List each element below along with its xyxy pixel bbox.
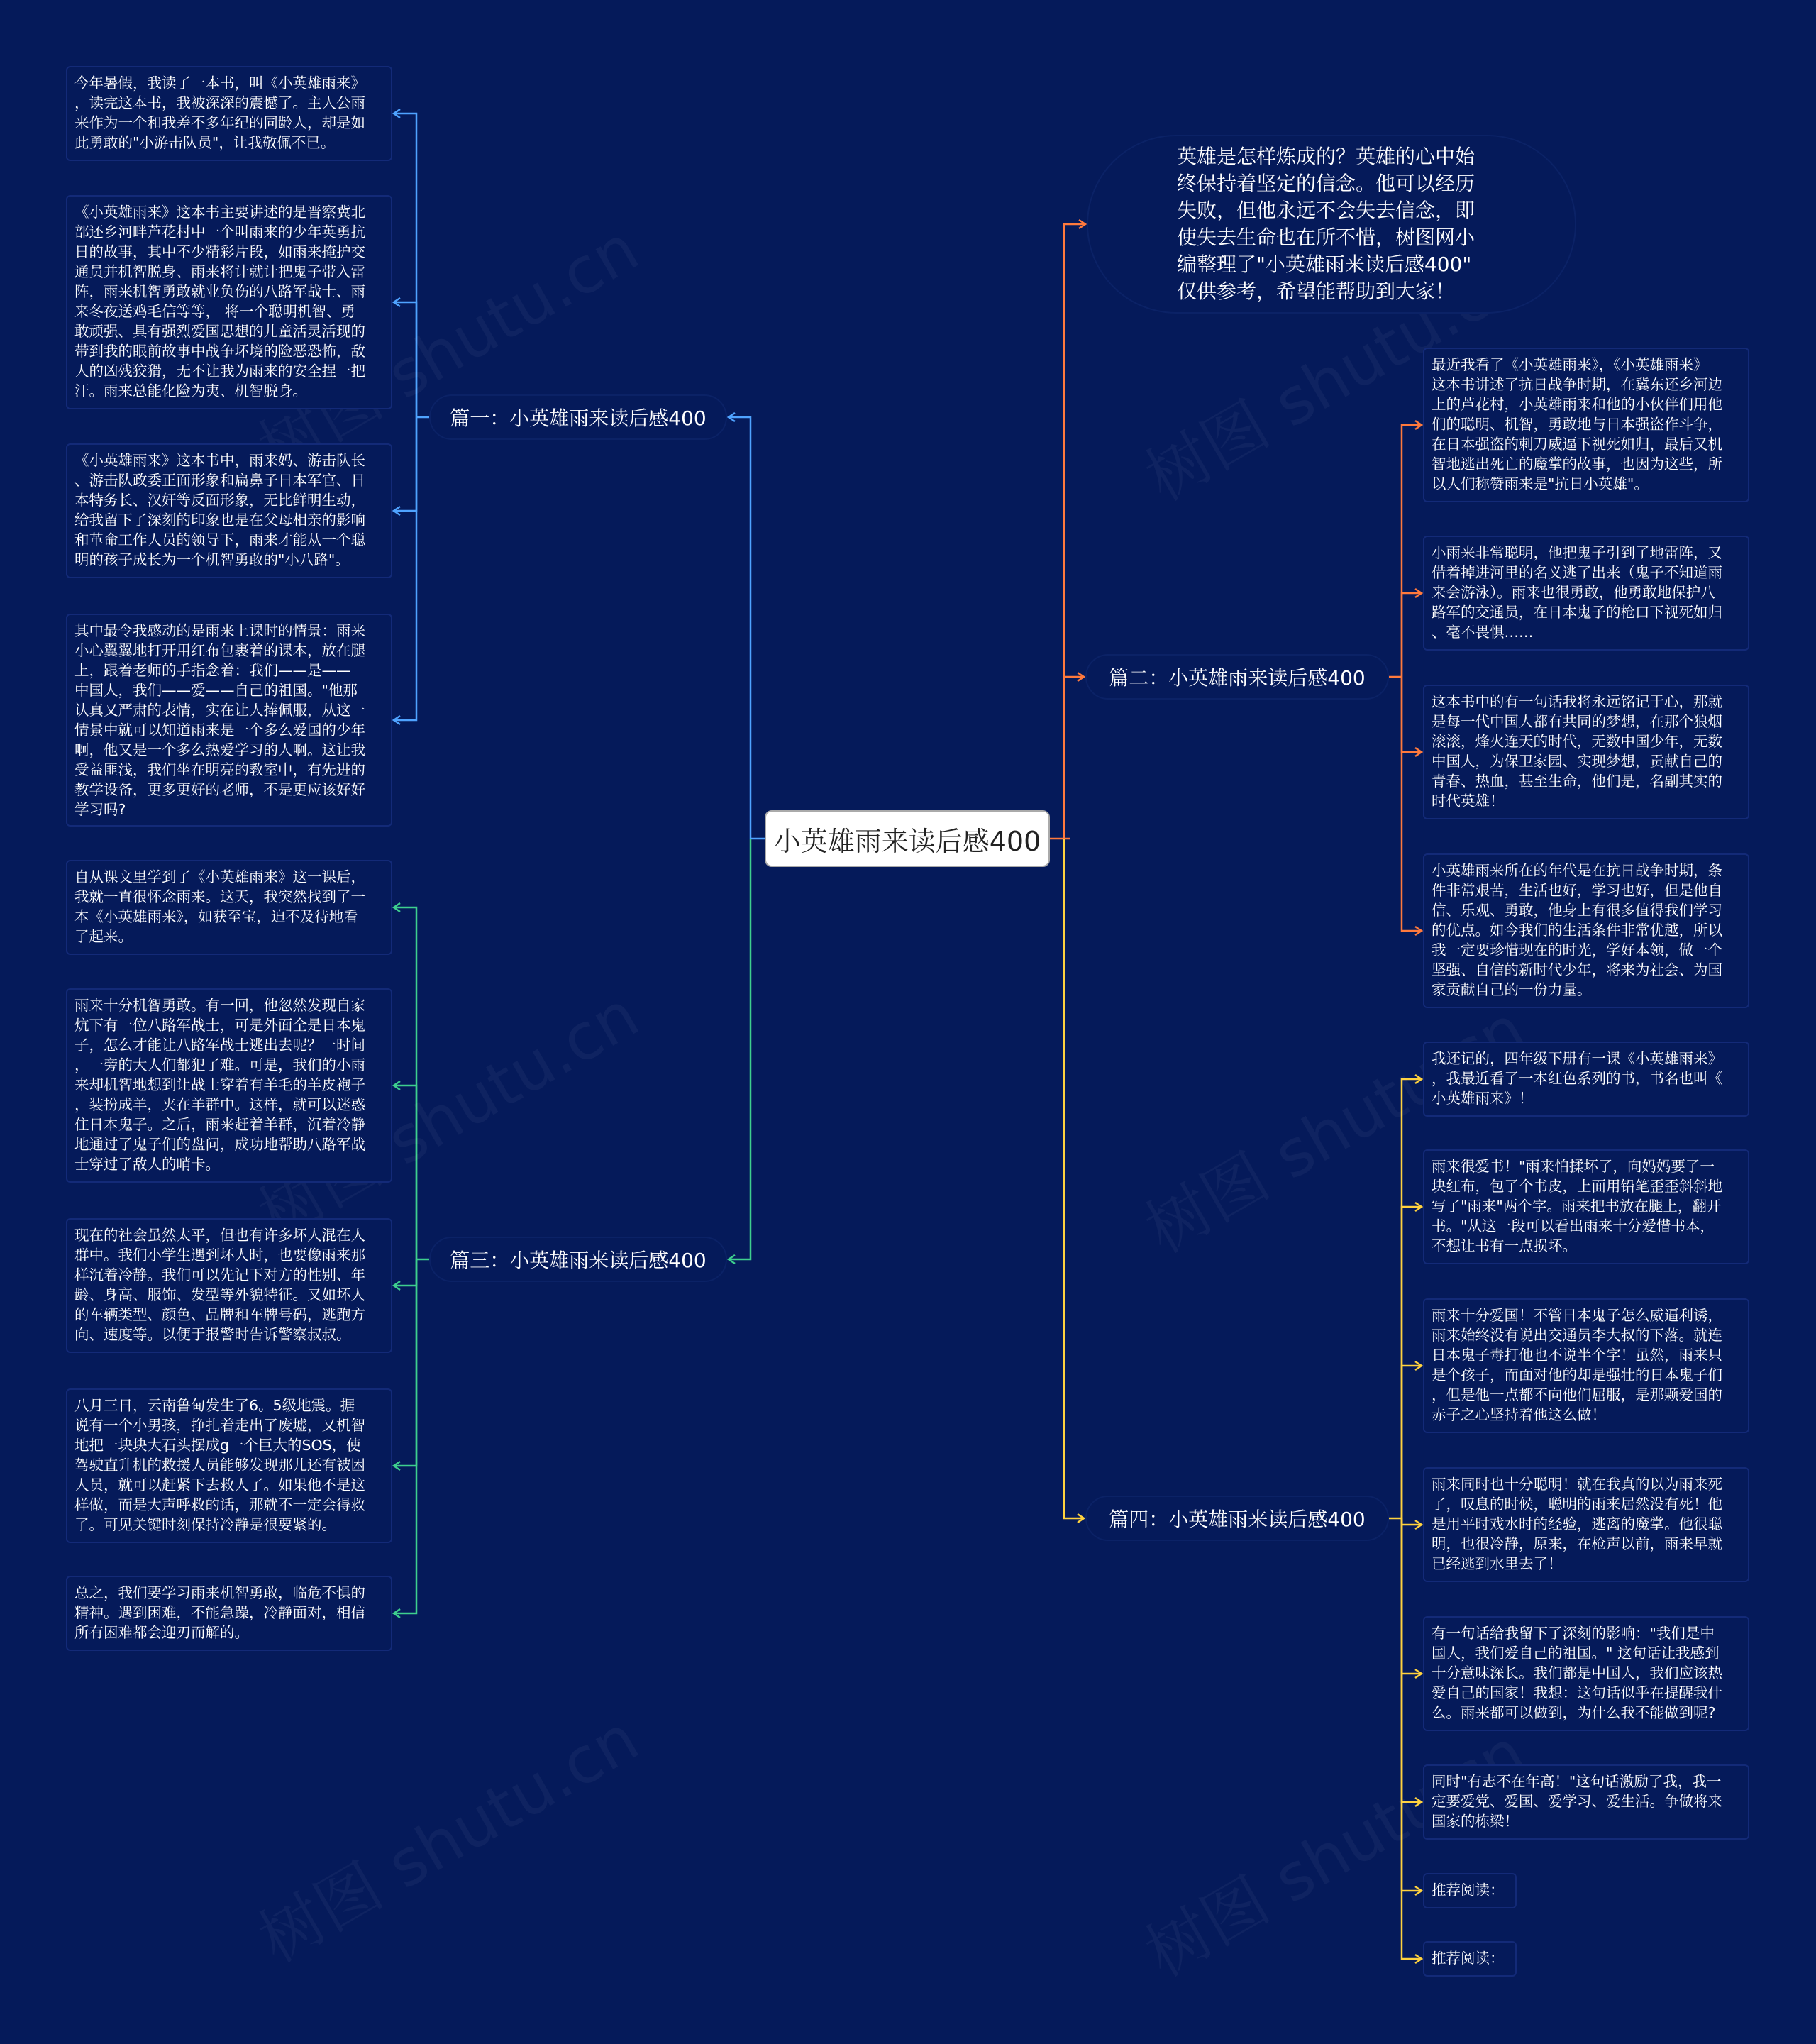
branch-1-leaf-4[interactable]: 其中最令我感动的是雨来上课时的情景：雨来 小心翼翼地打开用红布包裹着的课本，放在腿 上，跟着老师的手指念着：我们——是—— 中国人，我们——爱——自己的祖国。"他那 认真又严肃的表情，实在让人捧佩服，从这一 情景中就可以知道雨来是一个多么爱国的少年 啊，他又是一个多么热爱学习的人啊。这让我 受益匪浅，我们坐在明亮的教室中，有先进的 教学设备，更多更好的老师，不是更应该好好 学习吗? — [66, 614, 392, 827]
branch-2-leaf-3[interactable]: 这本书中的有一句话我将永远铭记于心，那就 是每一代中国人都有共同的梦想，在那个狼烟 滚滚，烽火连天的时代，无数中国少年，无数 中国人，为保卫家园、实现梦想，贡献自己的 青春、热血，甚至生命，他们是，名副其实的 时代英雄！ — [1423, 685, 1749, 819]
branch-3-leaf-2[interactable]: 雨来十分机智勇敢。有一回，他忽然发现自家 炕下有一位八路军战士，可是外面全是日本鬼 子，怎么才能让八路军战士逃出去呢？一时间 ，一旁的大人们都犯了难。可是，我们的小雨 来却机智地想到让战士穿着有羊毛的羊皮袍子 ，装扮成羊，夹在羊群中。这样，就可以迷惑 住日本鬼子。之后，雨来赶着羊群，沉着冷静 地通过了鬼子们的盘问，成功地帮助八路军战 士穿过了敌人的哨卡。 — [66, 988, 392, 1183]
branch-2-leaf-1[interactable]: 最近我看了《小英雄雨来》，《小英雄雨来》 这本书讲述了抗日战争时期，在冀东还乡河边 上的芦花村，小英雄雨来和他的小伙伴们用他 们的聪明、机智，勇敢地与日本强盗作斗争， 在日本强盗的刺刀威逼下视死如归，最后又机 智地逃出死亡的魔掌的故事，也因为这些，所 以人们称赞雨来是"抗日小英雄"。 — [1423, 348, 1749, 502]
branch-2-leaf-2[interactable]: 小雨来非常聪明，他把鬼子引到了地雷阵，又 借着掉进河里的名义逃了出来（鬼子不知道雨 来会游泳）。雨来也很勇敢，他勇敢地保护八 路军的交通员，在日本鬼子的枪口下视死如归 、毫不畏惧…… — [1423, 536, 1749, 651]
link-branch-1-topic — [729, 417, 751, 839]
root-topic[interactable]: 小英雄雨来读后感400 — [765, 810, 1050, 867]
link-branch-1-leaf-1 — [394, 114, 416, 417]
branch-3-leaf-3[interactable]: 现在的社会虽然太平，但也有许多坏人混在人 群中。我们小学生遇到坏人时，也要像雨来那 样沉着冷静。我们可以先记下对方的性别、年 龄、身高、服饰、发型等外貌特征。又如坏人 的车辆类型、颜色、品牌和车牌号码，逃跑方 向、速度等。以便于报警时告诉警察叔叔。 — [66, 1218, 392, 1353]
branch-4-leaf-4[interactable]: 雨来同时也十分聪明！就在我真的以为雨来死 了，叹息的时候，聪明的雨来居然没有死！他 是用平时戏水时的经验，逃离的魔掌。他很聪 明，也很冷静，原来，在枪声以前，雨来早就 已经逃到水里去了！ — [1423, 1467, 1749, 1582]
link-branch-4-leaf-5 — [1402, 1518, 1422, 1674]
branch-1-leaf-2[interactable]: 《小英雄雨来》这本书主要讲述的是晋察冀北 部还乡河畔芦花村中一个叫雨来的少年英勇抗 日的故事，其中不少精彩片段，如雨来掩护交 通员并机智脱身、雨来将计就计把鬼子带入雷 阵，雨来机智勇敢就业负伤的八路军战士、雨 来冬夜送鸡毛信等等， 将一个聪明机智、勇 敢顽强、具有强烈爱国思想的儿童活灵活现的 带到我的眼前故事中战争坏境的险恶恐怖，敌 人的凶残狡猾，无不让我为雨来的安全捏一把 汗。雨来总能化险为夷、机智脱身。 — [66, 195, 392, 409]
link-branch-3-leaf-2 — [394, 1085, 416, 1259]
intro-bubble[interactable]: 英雄是怎样炼成的？英雄的心中始 终保持着坚定的信念。他可以经历 失败，但他永远不会失去信念，即 使失去生命也在所不惜，树图网小 编整理了"小英雄雨来读后感400" 仅供参考，希望能帮助到大家！ — [1087, 135, 1576, 314]
link-branch-2-leaf-4 — [1402, 677, 1422, 931]
link-branch-3-topic — [729, 839, 751, 1259]
branch-3-leaf-5[interactable]: 总之，我们要学习雨来机智勇敢，临危不惧的 精神。遇到困难，不能急躁，冷静面对，相信 所有困难都会迎刃而解的。 — [66, 1576, 392, 1651]
link-branch-3-leaf-5 — [394, 1259, 416, 1613]
branch-4-leaf-3[interactable]: 雨来十分爱国！不管日本鬼子怎么威逼利诱， 雨来始终没有说出交通员李大叔的下落。就连 日本鬼子毒打他也不说半个字！虽然，雨来只 是个孩子，而面对他的却是强壮的日本鬼子们 ，但是他一点都不向他们屈服，是那颗爱国的 赤子之心坚持着他这么做！ — [1423, 1298, 1749, 1433]
link-branch-2-leaf-1 — [1402, 425, 1422, 677]
link-branch-4-leaf-3 — [1402, 1366, 1422, 1518]
branch-1-topic[interactable]: 篇一：小英雄雨来读后感400 — [429, 394, 727, 440]
branch-4-leaf-6[interactable]: 同时"有志不在年高！"这句话激励了我，我一 定要爱党、爱国、爱学习、爱生活。争做将来 国家的栋梁！ — [1423, 1764, 1749, 1840]
branch-4-leaf-1[interactable]: 我还记的，四年级下册有一课《小英雄雨来》 ，我最近看了一本红色系列的书，书名也叫《 小英雄雨来》！ — [1423, 1042, 1749, 1117]
branch-3-leaf-1[interactable]: 自从课文里学到了《小英雄雨来》这一课后， 我就一直很怀念雨来。这天，我突然找到了一 本《小英雄雨来》，如获至宝，迫不及待地看 了起来。 — [66, 860, 392, 955]
link-branch-4-topic — [1064, 839, 1084, 1518]
branch-3-leaf-4[interactable]: 八月三日，云南鲁甸发生了6。5级地震。据 说有一个小男孩，挣扎着走出了废墟，又机智 地把一块块大石头摆成g一个巨大的SOS，使 驾驶直升机的救援人员能够发现那儿还有被困 人员，就可以赶紧下去救人了。如果他不是这 样做，而是大声呼救的话，那就不一定会得救 了。可见关键时刻保持冷静是很要紧的。 — [66, 1388, 392, 1543]
link-branch-4-leaf-2 — [1402, 1207, 1422, 1518]
branch-4-topic[interactable]: 篇四：小英雄雨来读后感400 — [1085, 1496, 1389, 1541]
branch-2-leaf-4[interactable]: 小英雄雨来所在的年代是在抗日战争时期，条 件非常艰苦，生活也好，学习也好，但是他自 信、乐观、勇敢，他身上有很多值得我们学习 的优点。如今我们的生活条件非常优越，所以 我一定要珍惜现在的时光，学好本领，做一个 坚强、自信的新时代少年，将来为社会、为国 家贡献自己的一份力量。 — [1423, 853, 1749, 1008]
branch-1-leaf-1[interactable]: 今年暑假，我读了一本书，叫《小英雄雨来》 ，读完这本书，我被深深的震憾了。主人公雨 来作为一个和我差不多年纪的同龄人，却是如 此勇敢的"小游击队员"，让我敬佩不已。 — [66, 66, 392, 161]
link-branch-4-leaf-1 — [1402, 1079, 1422, 1518]
link-branch-3-leaf-3 — [394, 1259, 416, 1286]
link-branch-3-leaf-4 — [394, 1259, 416, 1466]
link-branch-1-leaf-4 — [394, 417, 416, 720]
branch-4-leaf-5[interactable]: 有一句话给我留下了深刻的影响："我们是中 国人，我们爱自己的祖国。" 这句话让我感到 十分意味深长。我们都是中国人，我们应该热 爱自己的国家！我想：这句话似乎在提醒我什 么。雨来都可以做到，为什么我不能做到呢? — [1423, 1616, 1749, 1731]
link-branch-2-leaf-2 — [1402, 593, 1422, 677]
branch-4-leaf-8[interactable]: 推荐阅读： — [1423, 1941, 1517, 1977]
branch-4-leaf-7[interactable]: 推荐阅读： — [1423, 1873, 1517, 1908]
link-intro-bubble — [1064, 224, 1085, 839]
link-branch-4-leaf-6 — [1402, 1518, 1422, 1802]
link-branch-1-leaf-3 — [394, 417, 416, 511]
link-branch-1-leaf-2 — [394, 302, 416, 417]
link-branch-2-topic — [1064, 677, 1084, 839]
link-branch-4-leaf-7 — [1402, 1518, 1422, 1891]
branch-4-leaf-2[interactable]: 雨来很爱书！"雨来怕揉坏了，向妈妈要了一 块红布，包了个书皮，上面用铅笔歪歪斜斜地 写了"雨来"两个字。雨来把书放在腿上，翻开 书。"从这一段可以看出雨来十分爱惜书本， 不想让书有一点损坏。 — [1423, 1149, 1749, 1264]
branch-3-topic[interactable]: 篇三：小英雄雨来读后感400 — [429, 1237, 727, 1282]
link-branch-2-leaf-3 — [1402, 677, 1422, 752]
branch-1-leaf-3[interactable]: 《小英雄雨来》这本书中，雨来妈、游击队长 、游击队政委正面形象和扁鼻子日本军官、日 本特务长、汉奸等反面形象，无比鲜明生动， 给我留下了深刻的印象也是在父母相亲的影响 和革命工作人员的领导下，雨来才能从一个聪 明的孩子成长为一个机智勇敢的"小八路"。 — [66, 443, 392, 578]
branch-2-topic[interactable]: 篇二：小英雄雨来读后感400 — [1085, 654, 1389, 700]
